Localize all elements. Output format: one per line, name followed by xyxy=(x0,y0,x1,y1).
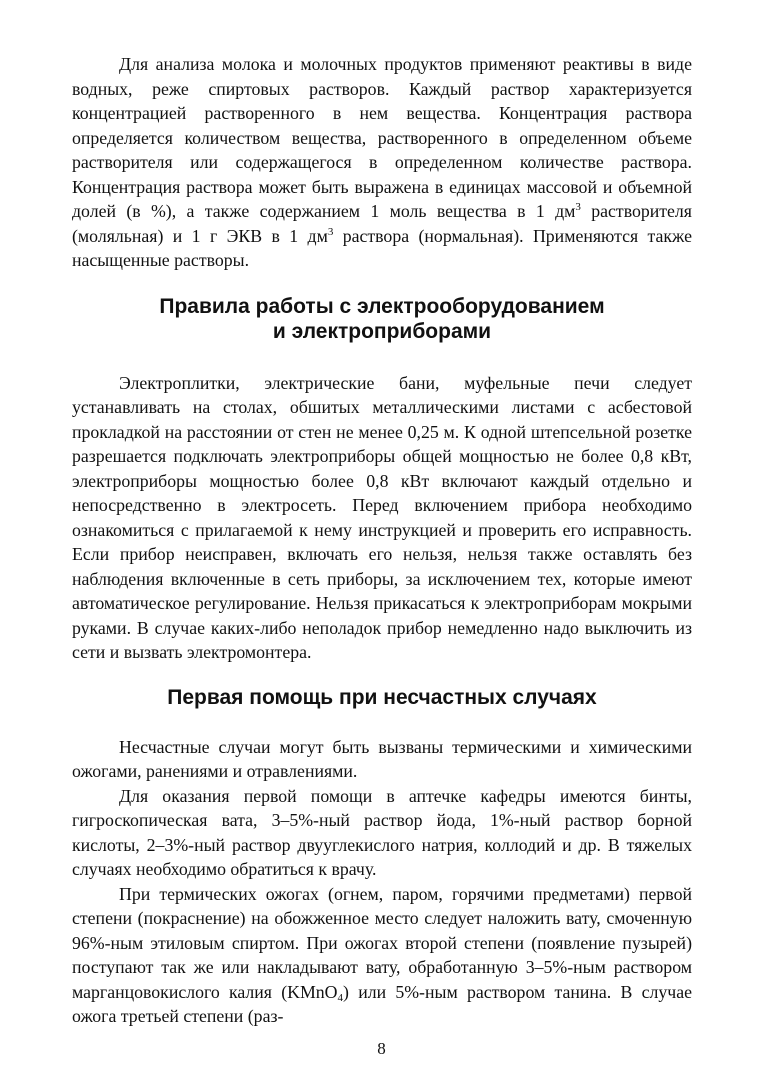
paragraph-reagents-text-2: растворителя (моляльная) и 1 г ЭКВ в 1 дм xyxy=(72,201,692,246)
paragraph-thermal-burns-text-1: При термических ожогах (огнем, паром, горячими предметами) первой степени (покраснение) на обожженное место следует наложить вату, смоченную 96%-ным этиловым спиртом. При ожогах второй степени (появление пузырей) поступают так же или накладывают вату, обработанную 3–5%-ным раствором марганцовокислого калия (KMnO xyxy=(72,883,692,1002)
superscript-cubic: 3 xyxy=(575,201,581,213)
paragraph-thermal-burns-text-2: ) или 5%-ным раствором танина. В случае ожога третьей степени (раз- xyxy=(72,981,692,1026)
page-body xyxy=(72,52,692,1029)
page-number: 8 xyxy=(377,1039,386,1058)
section-heading-electrical-safety xyxy=(72,294,692,344)
superscript-cubic: 3 xyxy=(327,225,334,238)
paragraph-reagents-text-3: раствора (нормальная). Применяются также насыщенные растворы. xyxy=(72,225,692,270)
paragraph-thermal-burns xyxy=(72,882,692,1029)
subscript-formula: 4 xyxy=(337,991,344,1004)
paragraph-accidents: Несчастные случаи могут быть вызваны термическими и химическими ожогами, ранениями и отравлениями. xyxy=(72,736,692,781)
paragraph-reagents-text-1: Для анализа молока и молочных продуктов применяют реактивы в виде водных, реже спиртовых растворов. Каждый раствор характеризуется концентрацией растворенного в нем вещества. Концентрация раствора определяется количеством вещества, растворенного в определенном объеме растворителя или содержащегося в определенном количестве раствора. Концентрация раствора может быть выражена в единицах массовой и объемной долей (в %), а также содержанием 1 моль вещества в 1 дм xyxy=(72,54,692,221)
paragraph-electrical-rules: Электроплитки, электрические бани, муфельные печи следует устанавливать на столах, обшитых металлическими листами с асбестовой прокладкой на расстоянии от стен не менее 0,25 м. К одной штепсельной розетке разрешается подключать электроприборы общей мощностью не более 0,8 кВт, электроприборы мощностью более 0,8 кВт включают каждый отдельно и непосредственно в электросеть. Перед включением прибора необходимо ознакомиться с прилагаемой к нему инструкцией и проверить его исправность. Если прибор неисправен, включать его нельзя, нельзя также оставлять без наблюдения включенные в сеть приборы, за исключением тех, которые имеют автоматическое регулирование. Нельзя прикасаться к электроприборам мокрыми руками. В случае каких-либо неполадок прибор немедленно надо выключить из сети и вызвать электромонтера. xyxy=(72,372,692,662)
section-heading-first-aid: Первая помощь при несчастных случаях xyxy=(167,685,597,709)
section-heading-line-1: Правила работы с электрооборудованием xyxy=(159,294,605,318)
paragraph-reagents xyxy=(72,52,692,273)
paragraph-first-aid-kit: Для оказания первой помощи в аптечке кафедры имеются бинты, гигроскопическая вата, 3–5%-ный раствор йода, 1%-ный раствор борной кислоты, 2–3%-ный раствор двууглекислого натрия, коллодий и др. В тяжелых случаях необходимо обратиться к врачу. xyxy=(72,785,692,879)
section-heading-line-2: и электроприборами xyxy=(272,319,492,343)
